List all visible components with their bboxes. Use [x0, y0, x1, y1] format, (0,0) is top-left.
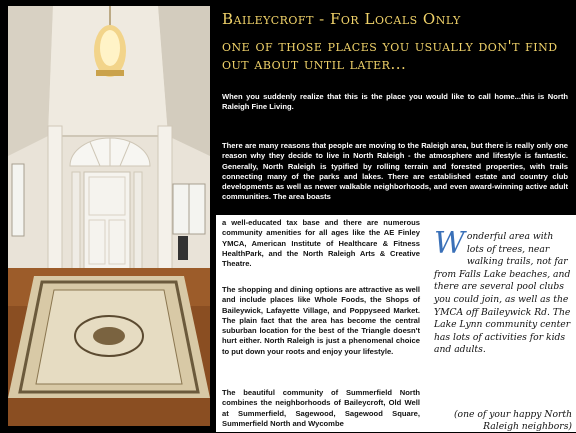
- lower-panel: [216, 215, 576, 432]
- body-paragraph-2: The shopping and dining options are attractive as well and include places like Whole Foods, the Shops of Baileywick, Lafayette Village, and Poppyseed Market. The plain fact that the area has become the central suburban location for the best of the Triangle doesn't hurt either. North Raleigh is just a phenomenal choice to put down your roots and enjoy your lifestyle.: [222, 285, 420, 356]
- intro-paragraph: When you suddenly realize that this is the place you would like to call home...this is North Raleigh Fine Living.: [222, 92, 568, 112]
- foyer-photo: [0, 0, 216, 432]
- quote-attribution: (one of your happy North Raleigh neighbors): [453, 409, 572, 432]
- body-paragraph-1-top: There are many reasons that people are moving to the Raleigh area, but there is really only one reason why they decide to live in North Raleigh - the atmosphere and lifestyle is fantastic. Generally, North Raleigh is typified by rolling terrain and forested properties, with trails connecting many of the parks and lakes. There are established estate and country club developments as well as newer walkable neighborhoods, and even award-winning active adult communities. The area boasts: [222, 141, 568, 202]
- foyer-illustration: [8, 6, 210, 426]
- quote-dropcap: W: [434, 226, 465, 261]
- body-paragraph-3: The beautiful community of Summerfield North combines the neighborhoods of Baileycroft, Old Well at Summerfield, Sagewood, Sagewood Square, Summerfield North and Wycombe: [222, 388, 420, 428]
- page-subtitle: one of those places you usually don't find out about until later...: [222, 37, 558, 73]
- page-title: Baileycroft - For Locals Only: [222, 10, 461, 28]
- testimonial-quote: [434, 226, 572, 357]
- quote-text: onderful area with lots of trees, near walking trails, not far from Falls Lake beaches, and there are several pool clubs you could join, as well as the YMCA off Baileywick Rd. The Lake Lynn community center has lots of activities for kids and adults.: [434, 231, 571, 356]
- body-paragraph-1-continued: a well-educated tax base and there are numerous community amenities for all ages like the AE Finley YMCA, American Institute of Healthcare & Fitness HealthPark, and the North Raleigh Arts & Creative Theatre.: [222, 218, 420, 269]
